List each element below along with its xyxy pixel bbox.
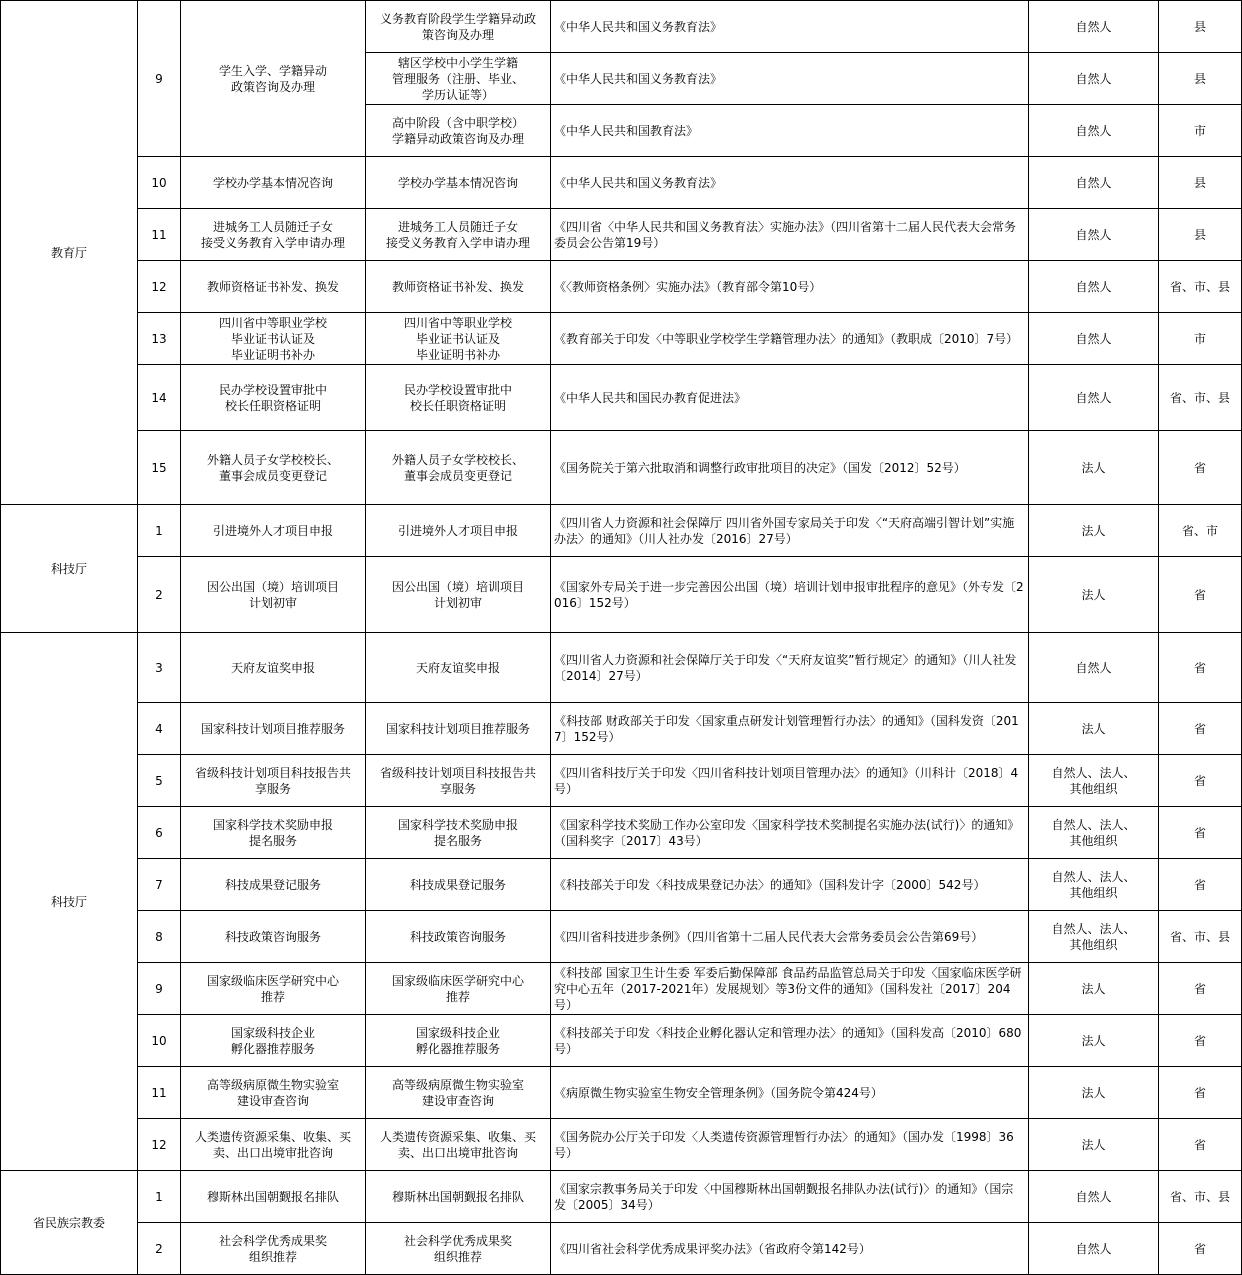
- item-name-cell: 国家科学技术奖励申报 提名服务: [181, 807, 366, 859]
- table-row: [1, 1015, 1242, 1067]
- legal-basis-cell: 《四川省人力资源和社会保障厅关于印发〈“天府友谊奖”暂行规定〉的通知》（川人社发〔2014〕27号）: [551, 633, 1029, 703]
- item-number-cell: 11: [138, 209, 181, 261]
- level-cell: 省: [1159, 1067, 1242, 1119]
- level-cell: 省: [1159, 633, 1242, 703]
- service-target-cell: 法人: [1029, 963, 1159, 1015]
- sub-item-cell: 社会科学优秀成果奖 组织推荐: [366, 1223, 551, 1275]
- level-cell: 省: [1159, 703, 1242, 755]
- item-name-cell: 进城务工人员随迁子女 接受义务教育入学申请办理: [181, 209, 366, 261]
- sub-item-cell: 学校办学基本情况咨询: [366, 157, 551, 209]
- table-row: [1, 911, 1242, 963]
- level-cell: 省: [1159, 557, 1242, 633]
- legal-basis-cell: 《科技部关于印发〈科技企业孵化器认定和管理办法〉的通知》（国科发高〔2010〕680号）: [551, 1015, 1029, 1067]
- item-number-cell: 5: [138, 755, 181, 807]
- item-name-cell: 穆斯林出国朝觐报名排队: [181, 1171, 366, 1223]
- level-cell: 省: [1159, 963, 1242, 1015]
- table-row: [1, 1067, 1242, 1119]
- item-number-cell: 8: [138, 911, 181, 963]
- level-cell: 县: [1159, 1, 1242, 53]
- sub-item-cell: 外籍人员子女学校校长、 董事会成员变更登记: [366, 431, 551, 505]
- item-name-cell: 社会科学优秀成果奖 组织推荐: [181, 1223, 366, 1275]
- sub-item-cell: 高中阶段（含中职学校） 学籍异动政策咨询及办理: [366, 105, 551, 157]
- legal-basis-cell: 《国家科学技术奖励工作办公室印发〈国家科学技术奖制提名实施办法(试行)〉的通知》（国科奖字〔2017〕43号）: [551, 807, 1029, 859]
- service-target-cell: 法人: [1029, 1067, 1159, 1119]
- item-name-cell: 人类遗传资源采集、收集、买 卖、出口出境审批咨询: [181, 1119, 366, 1171]
- legal-basis-cell: 《国家外专局关于进一步完善因公出国（境）培训计划申报审批程序的意见》（外专发〔2016〕152号）: [551, 557, 1029, 633]
- level-cell: 省、市、县: [1159, 365, 1242, 431]
- sub-item-cell: 省级科技计划项目科技报告共 享服务: [366, 755, 551, 807]
- level-cell: 县: [1159, 209, 1242, 261]
- department-cell: 科技厅: [1, 633, 138, 1171]
- department-cell: 教育厅: [1, 1, 138, 505]
- sub-item-cell: 进城务工人员随迁子女 接受义务教育入学申请办理: [366, 209, 551, 261]
- department-cell: 省民族宗教委: [1, 1171, 138, 1275]
- legal-basis-cell: 《中华人民共和国教育法》: [551, 105, 1029, 157]
- item-number-cell: 3: [138, 633, 181, 703]
- service-target-cell: 自然人、法人、 其他组织: [1029, 911, 1159, 963]
- item-number-cell: 15: [138, 431, 181, 505]
- service-target-cell: 自然人: [1029, 1223, 1159, 1275]
- service-target-cell: 自然人: [1029, 261, 1159, 313]
- item-name-cell: 因公出国（境）培训项目 计划初审: [181, 557, 366, 633]
- service-target-cell: 法人: [1029, 1015, 1159, 1067]
- table-row: [1, 431, 1242, 505]
- item-number-cell: 14: [138, 365, 181, 431]
- item-number-cell: 10: [138, 157, 181, 209]
- service-target-cell: 法人: [1029, 557, 1159, 633]
- service-target-cell: 自然人: [1029, 1171, 1159, 1223]
- sub-item-cell: 国家级临床医学研究中心 推荐: [366, 963, 551, 1015]
- legal-basis-cell: 《中华人民共和国义务教育法》: [551, 157, 1029, 209]
- sub-item-cell: 国家科学技术奖励申报 提名服务: [366, 807, 551, 859]
- item-name-cell: 学生入学、学籍异动 政策咨询及办理: [181, 1, 366, 157]
- item-name-cell: 省级科技计划项目科技报告共 享服务: [181, 755, 366, 807]
- item-number-cell: 11: [138, 1067, 181, 1119]
- table-row: [1, 633, 1242, 703]
- service-target-cell: 法人: [1029, 505, 1159, 557]
- legal-basis-cell: 《四川省人力资源和社会保障厅 四川省外国专家局关于印发〈“天府高端引智计划”实施办法〉的通知》（川人社办发〔2016〕27号）: [551, 505, 1029, 557]
- item-number-cell: 9: [138, 1, 181, 157]
- service-target-cell: 自然人: [1029, 365, 1159, 431]
- legal-basis-cell: 《四川省社会科学优秀成果评奖办法》（省政府令第142号）: [551, 1223, 1029, 1275]
- service-target-cell: 自然人、法人、 其他组织: [1029, 807, 1159, 859]
- sub-item-cell: 穆斯林出国朝觐报名排队: [366, 1171, 551, 1223]
- sub-item-cell: 人类遗传资源采集、收集、买 卖、出口出境审批咨询: [366, 1119, 551, 1171]
- item-name-cell: 国家级科技企业 孵化器推荐服务: [181, 1015, 366, 1067]
- item-name-cell: 四川省中等职业学校 毕业证书认证及 毕业证明书补办: [181, 313, 366, 365]
- table-row: [1, 755, 1242, 807]
- sub-item-cell: 天府友谊奖申报: [366, 633, 551, 703]
- item-name-cell: 天府友谊奖申报: [181, 633, 366, 703]
- level-cell: 省、市、县: [1159, 911, 1242, 963]
- item-number-cell: 9: [138, 963, 181, 1015]
- item-name-cell: 科技政策咨询服务: [181, 911, 366, 963]
- level-cell: 市: [1159, 313, 1242, 365]
- service-target-cell: 自然人: [1029, 157, 1159, 209]
- sub-item-cell: 辖区学校中小学生学籍 管理服务（注册、毕业、 学历认证等）: [366, 53, 551, 105]
- item-number-cell: 7: [138, 859, 181, 911]
- sub-item-cell: 因公出国（境）培训项目 计划初审: [366, 557, 551, 633]
- sub-item-cell: 国家科技计划项目推荐服务: [366, 703, 551, 755]
- level-cell: 省、市、县: [1159, 261, 1242, 313]
- table-row: [1, 557, 1242, 633]
- level-cell: 省、市: [1159, 505, 1242, 557]
- item-number-cell: 6: [138, 807, 181, 859]
- table-row: [1, 963, 1242, 1015]
- table-row: [1, 1, 1242, 53]
- item-name-cell: 民办学校设置审批中 校长任职资格证明: [181, 365, 366, 431]
- item-name-cell: 高等级病原微生物实验室 建设审查咨询: [181, 1067, 366, 1119]
- sub-item-cell: 民办学校设置审批中 校长任职资格证明: [366, 365, 551, 431]
- level-cell: 省: [1159, 1223, 1242, 1275]
- table-row: [1, 261, 1242, 313]
- service-target-cell: 自然人: [1029, 633, 1159, 703]
- legal-basis-cell: 《四川省科技厅关于印发〈四川省科技计划项目管理办法〉的通知》（川科计〔2018〕4号）: [551, 755, 1029, 807]
- sub-item-cell: 义务教育阶段学生学籍异动政 策咨询及办理: [366, 1, 551, 53]
- table-row: [1, 807, 1242, 859]
- service-target-cell: 法人: [1029, 431, 1159, 505]
- department-cell: 科技厅: [1, 505, 138, 633]
- sub-item-cell: 四川省中等职业学校 毕业证书认证及 毕业证明书补办: [366, 313, 551, 365]
- table-row: [1, 1171, 1242, 1223]
- item-number-cell: 1: [138, 1171, 181, 1223]
- level-cell: 省: [1159, 859, 1242, 911]
- service-target-cell: 法人: [1029, 1119, 1159, 1171]
- level-cell: 县: [1159, 157, 1242, 209]
- item-name-cell: 国家级临床医学研究中心 推荐: [181, 963, 366, 1015]
- sub-item-cell: 科技政策咨询服务: [366, 911, 551, 963]
- service-target-cell: 自然人、法人、 其他组织: [1029, 755, 1159, 807]
- item-name-cell: 教师资格证书补发、换发: [181, 261, 366, 313]
- table-row: [1, 1119, 1242, 1171]
- item-name-cell: 科技成果登记服务: [181, 859, 366, 911]
- legal-basis-cell: 《教育部关于印发〈中等职业学校学生学籍管理办法〉的通知》（教职成〔2010〕7号）: [551, 313, 1029, 365]
- legal-basis-cell: 《国家宗教事务局关于印发〈中国穆斯林出国朝觐报名排队办法(试行)〉的通知》（国宗发〔2005〕34号）: [551, 1171, 1029, 1223]
- legal-basis-cell: 《〈教师资格条例〉实施办法》（教育部令第10号）: [551, 261, 1029, 313]
- item-name-cell: 外籍人员子女学校校长、 董事会成员变更登记: [181, 431, 366, 505]
- sub-item-cell: 科技成果登记服务: [366, 859, 551, 911]
- item-number-cell: 13: [138, 313, 181, 365]
- legal-basis-cell: 《四川省科技进步条例》（四川省第十二届人民代表大会常务委员会公告第69号）: [551, 911, 1029, 963]
- item-number-cell: 2: [138, 1223, 181, 1275]
- item-number-cell: 12: [138, 1119, 181, 1171]
- legal-basis-cell: 《国务院关于第六批取消和调整行政审批项目的决定》（国发〔2012〕52号）: [551, 431, 1029, 505]
- level-cell: 省、市、县: [1159, 1171, 1242, 1223]
- level-cell: 省: [1159, 807, 1242, 859]
- legal-basis-cell: 《中华人民共和国义务教育法》: [551, 1, 1029, 53]
- level-cell: 省: [1159, 755, 1242, 807]
- legal-basis-cell: 《科技部 国家卫生计生委 军委后勤保障部 食品药品监管总局关于印发〈国家临床医学研究中心五年（2017-2021年）发展规划〉等3份文件的通知》（国科发社〔2017〕204号）: [551, 963, 1029, 1015]
- item-number-cell: 12: [138, 261, 181, 313]
- level-cell: 省: [1159, 1119, 1242, 1171]
- table-row: [1, 157, 1242, 209]
- legal-basis-cell: 《科技部关于印发〈科技成果登记办法〉的通知》（国科发计字〔2000〕542号）: [551, 859, 1029, 911]
- legal-basis-cell: 《中华人民共和国民办教育促进法》: [551, 365, 1029, 431]
- item-number-cell: 2: [138, 557, 181, 633]
- table-row: [1, 209, 1242, 261]
- service-target-cell: 自然人: [1029, 1, 1159, 53]
- table-row: [1, 703, 1242, 755]
- legal-basis-cell: 《科技部 财政部关于印发〈国家重点研发计划管理暂行办法〉的通知》（国科发资〔2017〕152号）: [551, 703, 1029, 755]
- sub-item-cell: 高等级病原微生物实验室 建设审查咨询: [366, 1067, 551, 1119]
- item-number-cell: 10: [138, 1015, 181, 1067]
- service-target-cell: 自然人、法人、 其他组织: [1029, 859, 1159, 911]
- service-target-cell: 自然人: [1029, 313, 1159, 365]
- level-cell: 市: [1159, 105, 1242, 157]
- legal-basis-cell: 《四川省〈中华人民共和国义务教育法〉实施办法》（四川省第十二届人民代表大会常务委员会公告第19号）: [551, 209, 1029, 261]
- item-number-cell: 4: [138, 703, 181, 755]
- legal-basis-cell: 《国务院办公厅关于印发〈人类遗传资源管理暂行办法〉的通知》（国办发〔1998〕36号）: [551, 1119, 1029, 1171]
- service-target-cell: 自然人: [1029, 53, 1159, 105]
- table-row: [1, 1223, 1242, 1275]
- item-name-cell: 引进境外人才项目申报: [181, 505, 366, 557]
- legal-basis-cell: 《病原微生物实验室生物安全管理条例》（国务院令第424号）: [551, 1067, 1029, 1119]
- level-cell: 省: [1159, 1015, 1242, 1067]
- table-row: [1, 313, 1242, 365]
- service-target-cell: 法人: [1029, 703, 1159, 755]
- sub-item-cell: 引进境外人才项目申报: [366, 505, 551, 557]
- level-cell: 县: [1159, 53, 1242, 105]
- table-row: [1, 859, 1242, 911]
- table-row: [1, 505, 1242, 557]
- sub-item-cell: 教师资格证书补发、换发: [366, 261, 551, 313]
- table-row: [1, 365, 1242, 431]
- level-cell: 省: [1159, 431, 1242, 505]
- service-target-cell: 自然人: [1029, 105, 1159, 157]
- service-target-cell: 自然人: [1029, 209, 1159, 261]
- legal-basis-cell: 《中华人民共和国义务教育法》: [551, 53, 1029, 105]
- item-name-cell: 国家科技计划项目推荐服务: [181, 703, 366, 755]
- item-name-cell: 学校办学基本情况咨询: [181, 157, 366, 209]
- item-number-cell: 1: [138, 505, 181, 557]
- sub-item-cell: 国家级科技企业 孵化器推荐服务: [366, 1015, 551, 1067]
